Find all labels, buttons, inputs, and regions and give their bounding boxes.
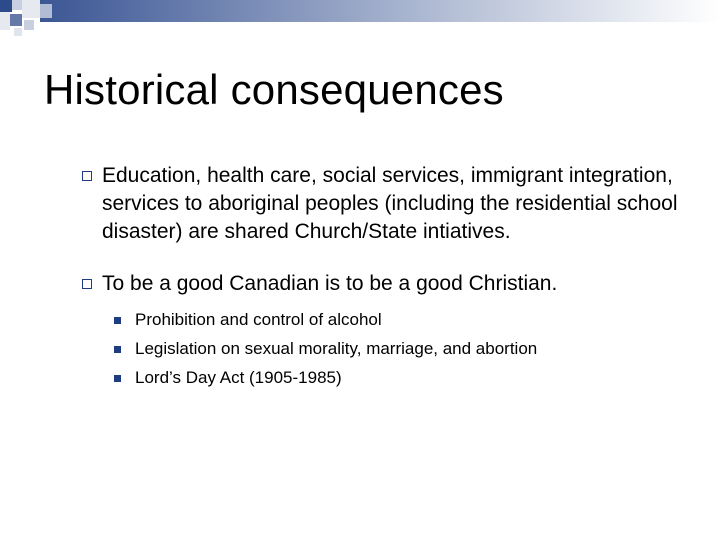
hollow-square-bullet-icon xyxy=(82,171,92,181)
sub-bullet-item xyxy=(114,334,680,363)
header-band xyxy=(0,0,720,40)
bullet-item xyxy=(80,162,680,246)
filled-square-bullet-icon xyxy=(114,346,121,353)
hollow-square-bullet-icon xyxy=(82,279,92,289)
sub-bullet-text: Legislation on sexual morality, marriage, and abortion xyxy=(135,339,538,358)
sub-bullet-text: Lord’s Day Act (1905-1985) xyxy=(135,368,342,387)
filled-square-bullet-icon xyxy=(114,375,121,382)
header-decorative-squares xyxy=(0,0,52,36)
bullet-item xyxy=(80,270,680,392)
bullet-text: To be a good Canadian is to be a good Christian. xyxy=(102,272,558,295)
bullet-list xyxy=(80,162,680,392)
slide-title: Historical consequences xyxy=(44,66,504,113)
sub-bullet-list xyxy=(114,305,680,392)
header-gradient-bar xyxy=(40,0,720,22)
filled-square-bullet-icon xyxy=(114,317,121,324)
bullet-text: Education, health care, social services, immigrant integration, services to aboriginal peoples (including the residential school disaster) are shared Church/State intiatives. xyxy=(102,164,678,243)
sub-bullet-item xyxy=(114,305,680,334)
sub-bullet-text: Prohibition and control of alcohol xyxy=(135,310,382,329)
sub-bullet-item xyxy=(114,363,680,392)
